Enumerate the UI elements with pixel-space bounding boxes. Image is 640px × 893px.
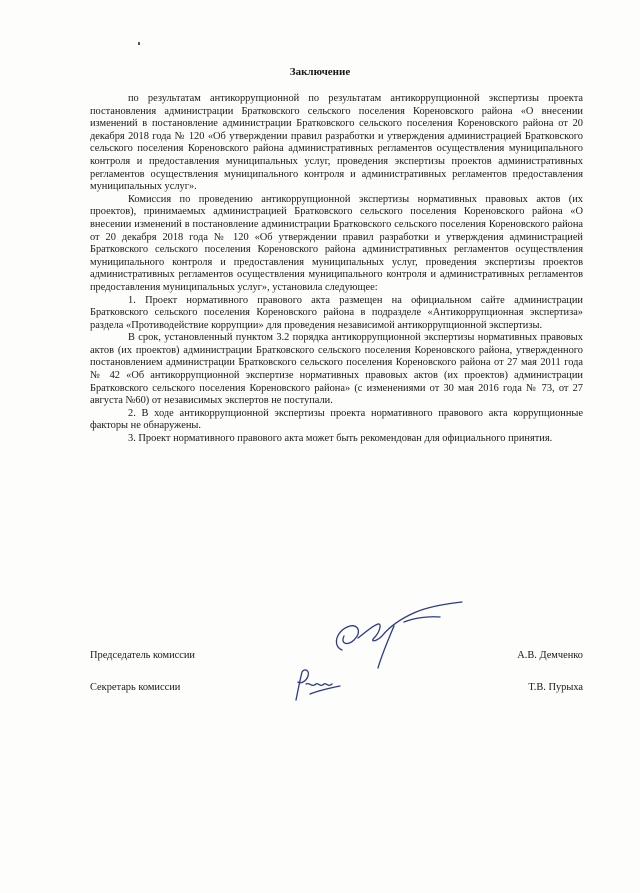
- document-body: [90, 93, 583, 446]
- chair-role: Председатель комиссии: [90, 650, 195, 661]
- chair-name: А.В. Демченко: [517, 650, 583, 661]
- secretary-handwritten-signature: [288, 664, 348, 706]
- paragraph-item-3: 3. Проект нормативного правового акта может быть рекомендован для официального принятия.: [128, 433, 553, 445]
- paragraph-item-2: 2. В ходе антикоррупционной экспертизы проекта нормативного правового акта коррупционные факторы не обнаружены.: [90, 407, 583, 432]
- scan-speck: [138, 42, 140, 45]
- secretary-role: Секретарь комиссии: [90, 682, 181, 693]
- document-title: Заключение: [289, 66, 351, 78]
- paragraph-commission: Комиссия по проведению антикоррупционной экспертизы нормативных правовых актов (их проектов), принимаемых администрацией Братковского сельского поселения Кореновского района «О внесении изменений в постановление администрации Братковского сельского поселения Кореновского района от 20 декабря 2018 года № 120 «Об утверждении правил разработки и утверждения администрацией Братковского сельского поселения Кореновского района административных регламентов осуществления муниципального контроля и предоставления муниципальных услуг, проведения экспертизы проектов административных регламентов осуществления муниципального контроля и административных регламентов предоставления муниципальных услуг», установила следующее:: [90, 193, 583, 293]
- secretary-name: Т.В. Пурыха: [528, 682, 583, 693]
- paragraph-deadline: В срок, установленный пунктом 3.2 порядка антикоррупционной экспертизы нормативных правовых актов (их проектов) администрации Братковского сельского поселения Кореновского района, утвержденного постановлением администрации Братковского сельского поселения Кореновского района от 27 мая 2011 года № 42 «Об антикоррупционной экспертизе нормативных правовых актов (их проектов) администрации Братковского сельского поселения Кореновского района» (с изменениями от 30 мая 2016 года № 73, от 27 августа №60) от независимых экспертов не поступали.: [90, 332, 583, 407]
- paragraph-item-1: 1. Проект нормативного правового акта размещен на официальном сайте администрации Братковского сельского поселения Кореновского района в подразделе «Антикоррупционная экспертиза» раздела «Противодействие коррупции» для проведения независимой антикоррупционной экспертизы.: [90, 294, 583, 331]
- paragraph-intro: по результатам антикоррупционной по результатам антикоррупционной экспертизы проекта постановления администрации Братковского сельского поселения Кореновского района «О внесении изменений в постановление администрации Братковского сельского поселения Кореновского района от 20 декабря 2018 года № 120 «Об утверждении правил разработки и утверждения администрацией Братковского сельского поселения Кореновского района административных регламентов осуществления муниципального контроля и предоставления муниципальных услуг, проведения экспертизы проектов административных регламентов осуществления муниципального контроля и административных регламентов предоставления муниципальных услуг».: [90, 93, 583, 193]
- chair-handwritten-signature: [328, 596, 478, 676]
